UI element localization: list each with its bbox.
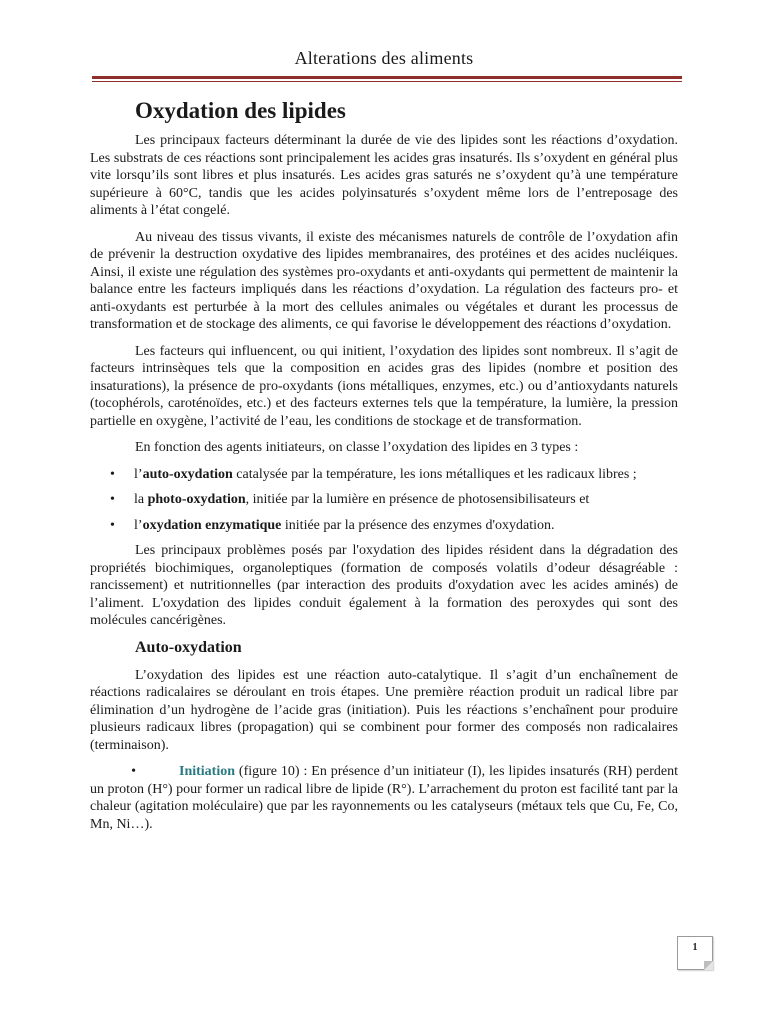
list-item: • l’auto-oxydation catalysée par la température, les ions métalliques et les radicaux libres ;: [110, 466, 637, 482]
paragraph-4: En fonction des agents initiateurs, on classe l’oxydation des lipides en 3 types :: [135, 440, 579, 455]
page-fold-icon: [704, 961, 713, 970]
initiation-keyword: Initiation: [179, 764, 236, 779]
page-number-badge: [677, 936, 713, 970]
page-content: [90, 98, 678, 842]
term-photo-oxydation: photo-oxydation: [147, 492, 246, 507]
list-item: • la photo-oxydation, initiée par la lumière en présence de photosensibilisateurs et: [110, 492, 590, 507]
term-auto-oxydation: auto-oxydation: [142, 466, 233, 482]
header-rule: [92, 76, 682, 79]
bullet-icon: •: [110, 466, 115, 482]
oxidation-types-list: [90, 466, 678, 535]
bullet-icon: •: [131, 764, 136, 779]
term-oxydation-enzymatique: oxydation enzymatique: [142, 517, 282, 533]
header-rule-thin: [92, 81, 682, 82]
section-title: Oxydation des lipides: [135, 98, 346, 123]
running-header: Alterations des aliments: [294, 48, 474, 68]
list-item: • l’oxydation enzymatique initiée par la présence des enzymes d'oxydation.: [110, 517, 555, 533]
bullet-icon: •: [110, 492, 115, 507]
paragraph-1: Les principaux facteurs déterminant la durée de vie des lipides sont les réactions d’oxydation. Les substrats de ces réactions sont principalement les acides gras insaturés. Ils s’oxydent en général plus vite lorsqu’ils sont libres et plus insaturés. Les acides gras saturés ne s’oxydent qu’à une température supérieure à 60°C, tandis que les acides polyinsaturés s’oxydent même lors de l’entreposage des aliments à l’état congelé.: [90, 133, 678, 218]
subsection-title: Auto-oxydation: [135, 638, 242, 656]
paragraph-3: Les facteurs qui influencent, ou qui initient, l’oxydation des lipides sont nombreux. Il s’agit de facteurs intrinsèques tels que la composition en acides gras des lipides (nombre et position des insaturations), la présence de pro-oxydants (ions métalliques, enzymes, etc.) ou d’antioxydants naturels (tocophérols, caroténoïdes, etc.) et des facteurs externes tels que la température, la lumière, la pression partielle en oxygène, l’activité de l’eau, les conditions de stockage et de transformation.: [90, 343, 678, 429]
paragraph-2: Au niveau des tissus vivants, il existe des mécanismes naturels de contrôle de l’oxydation afin de prévenir la destruction oxydative des lipides membranaires, des protéines et des acides nucléiques. Ainsi, il existe une régulation des systèmes pro-oxydants et anti-oxydants qui permettent de maintenir la balance entre les facteurs impliqués dans les réactions d’oxydation. La régulation des facteurs pro- et anti-oxydants est perturbée à la mort des cellules animales ou végétales et durant les processus de transformation et de stockage des aliments, ce qui favorise le développement des réactions d’oxydation.: [90, 229, 678, 332]
paragraph-6: L’oxydation des lipides est une réaction auto-catalytique. Il s’agit d’un enchaînement de réactions radicalaires se déroulant en trois étapes. Une première réaction produit un radical libre par élimination d’un hydrogène de l’acide gras (initiation). Puis les réactions s’enchaînent pour produire plusieurs radicaux libres (propagation) qui se combinent pour former des composés non radicalaires (terminaison).: [90, 667, 678, 753]
bullet-icon: •: [110, 517, 115, 533]
initiation-paragraph: • Initiation (figure 10) : En présence d’un initiateur (I), les lipides insaturés (RH) perdent un proton (H°) pour former un radical libre de lipide (R°). L’arrachement du proton est facilité tant par la chaleur (agitation moléculaire) que par les rayonnements ou les catalyseurs (métaux tels que Cu, Fe, Co, Mn, Ni…).: [90, 764, 678, 832]
paragraph-5: Les principaux problèmes posés par l'oxydation des lipides résident dans la dégradation des propriétés biochimiques, organoleptiques (formation de composés volatils d’odeur désagréable : rancissement) et nutritionnelles (par interaction des produits d'oxydation avec les acides aminés) de l’aliment. L'oxydation des lipides conduit également à la formation des peroxydes qui sont des molécules cancérigènes.: [90, 543, 678, 628]
page-number: 1: [692, 942, 698, 953]
